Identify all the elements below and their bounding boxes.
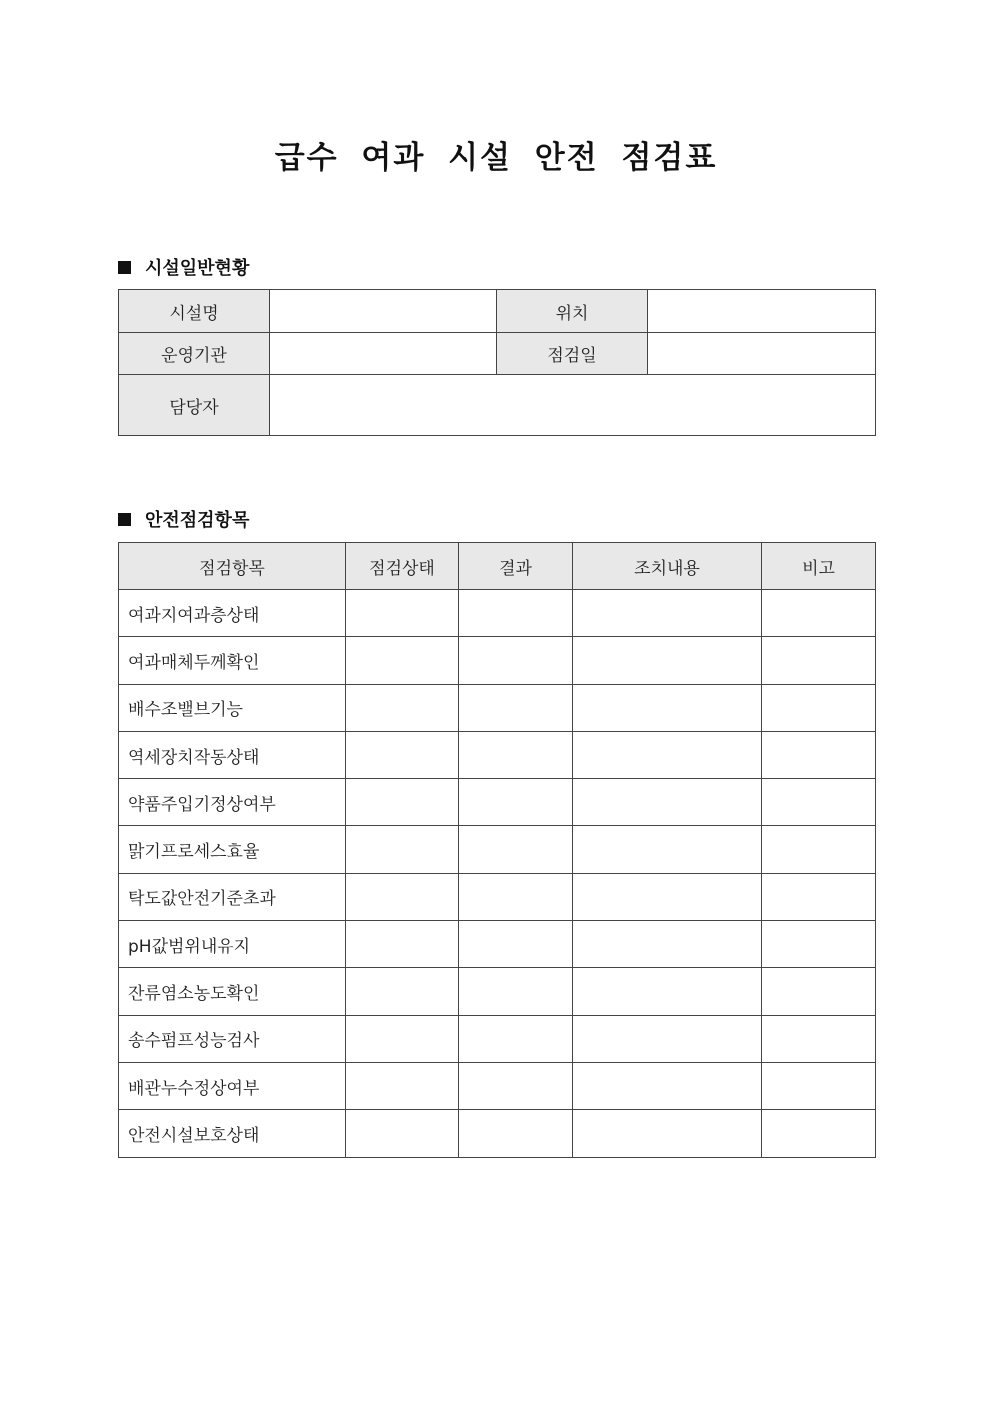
action-cell[interactable] [573, 684, 762, 731]
result-cell[interactable] [459, 1110, 573, 1157]
action-cell[interactable] [573, 873, 762, 920]
table-row [119, 1062, 876, 1109]
general-info-table [118, 289, 876, 436]
table-row [119, 968, 876, 1015]
remarks-cell[interactable] [762, 826, 876, 873]
result-cell[interactable] [459, 1062, 573, 1109]
action-cell[interactable] [573, 590, 762, 637]
status-cell[interactable] [346, 873, 459, 920]
column-header-result: 결과 [459, 543, 573, 590]
inspection-item-label: 맑기프로세스효율 [119, 826, 346, 873]
status-cell[interactable] [346, 637, 459, 684]
inspection-item-label: 탁도값안전기준초과 [119, 873, 346, 920]
inspection-item-label: 약품주입기정상여부 [119, 779, 346, 826]
location-field[interactable] [648, 290, 876, 333]
table-row [119, 637, 876, 684]
action-cell[interactable] [573, 779, 762, 826]
action-cell[interactable] [573, 1110, 762, 1157]
remarks-cell[interactable] [762, 637, 876, 684]
column-header-status: 점검상태 [346, 543, 459, 590]
square-bullet-icon [118, 513, 131, 526]
table-row [119, 590, 876, 637]
remarks-cell[interactable] [762, 1062, 876, 1109]
status-cell[interactable] [346, 590, 459, 637]
facility-name-field[interactable] [270, 290, 497, 333]
status-cell[interactable] [346, 684, 459, 731]
status-cell[interactable] [346, 826, 459, 873]
inspection-item-label: 역세장치작동상태 [119, 731, 346, 778]
status-cell[interactable] [346, 1110, 459, 1157]
remarks-cell[interactable] [762, 873, 876, 920]
inspection-item-label: 배수조밸브기능 [119, 684, 346, 731]
inspection-item-label: 배관누수정상여부 [119, 1062, 346, 1109]
inspection-date-field[interactable] [648, 333, 876, 375]
result-cell[interactable] [459, 968, 573, 1015]
inspection-date-label: 점검일 [497, 333, 648, 375]
location-label: 위치 [497, 290, 648, 333]
status-cell[interactable] [346, 968, 459, 1015]
remarks-cell[interactable] [762, 1015, 876, 1062]
inspection-item-label: 잔류염소농도확인 [119, 968, 346, 1015]
table-row [119, 731, 876, 778]
status-cell[interactable] [346, 1015, 459, 1062]
section-heading-label: 시설일반현황 [145, 258, 250, 279]
remarks-cell[interactable] [762, 779, 876, 826]
status-cell[interactable] [346, 1062, 459, 1109]
table-row [119, 684, 876, 731]
remarks-cell[interactable] [762, 968, 876, 1015]
column-header-action: 조치내용 [573, 543, 762, 590]
manager-label: 담당자 [119, 375, 270, 436]
result-cell[interactable] [459, 921, 573, 968]
action-cell[interactable] [573, 1015, 762, 1062]
manager-field[interactable] [270, 375, 876, 436]
square-bullet-icon [118, 261, 131, 274]
page-title: 급수 여과 시설 안전 점검표 [274, 140, 718, 176]
action-cell[interactable] [573, 637, 762, 684]
column-header-item: 점검항목 [119, 543, 346, 590]
inspection-item-label: 송수펌프성능검사 [119, 1015, 346, 1062]
section-heading-general [118, 254, 249, 280]
remarks-cell[interactable] [762, 590, 876, 637]
table-row [119, 826, 876, 873]
inspection-table [118, 542, 876, 1158]
result-cell[interactable] [459, 590, 573, 637]
status-cell[interactable] [346, 921, 459, 968]
action-cell[interactable] [573, 731, 762, 778]
result-cell[interactable] [459, 826, 573, 873]
operator-field[interactable] [270, 333, 497, 375]
result-cell[interactable] [459, 779, 573, 826]
inspection-item-label: 여과지여과층상태 [119, 590, 346, 637]
remarks-cell[interactable] [762, 684, 876, 731]
inspection-item-label: 안전시설보호상태 [119, 1110, 346, 1157]
inspection-item-label: 여과매체두께확인 [119, 637, 346, 684]
table-row [119, 1110, 876, 1157]
remarks-cell[interactable] [762, 1110, 876, 1157]
remarks-cell[interactable] [762, 731, 876, 778]
inspection-item-label: pH값범위내유지 [119, 921, 346, 968]
operator-label: 운영기관 [119, 333, 270, 375]
action-cell[interactable] [573, 921, 762, 968]
table-row [119, 1015, 876, 1062]
column-header-remarks: 비고 [762, 543, 876, 590]
result-cell[interactable] [459, 637, 573, 684]
result-cell[interactable] [459, 684, 573, 731]
status-cell[interactable] [346, 779, 459, 826]
facility-name-label: 시설명 [119, 290, 270, 333]
action-cell[interactable] [573, 826, 762, 873]
result-cell[interactable] [459, 873, 573, 920]
table-row [119, 873, 876, 920]
table-row [119, 779, 876, 826]
action-cell[interactable] [573, 1062, 762, 1109]
status-cell[interactable] [346, 731, 459, 778]
table-row [119, 921, 876, 968]
section-heading-label: 안전점검항목 [145, 510, 250, 531]
action-cell[interactable] [573, 968, 762, 1015]
section-heading-inspection [118, 506, 249, 532]
result-cell[interactable] [459, 731, 573, 778]
result-cell[interactable] [459, 1015, 573, 1062]
remarks-cell[interactable] [762, 921, 876, 968]
